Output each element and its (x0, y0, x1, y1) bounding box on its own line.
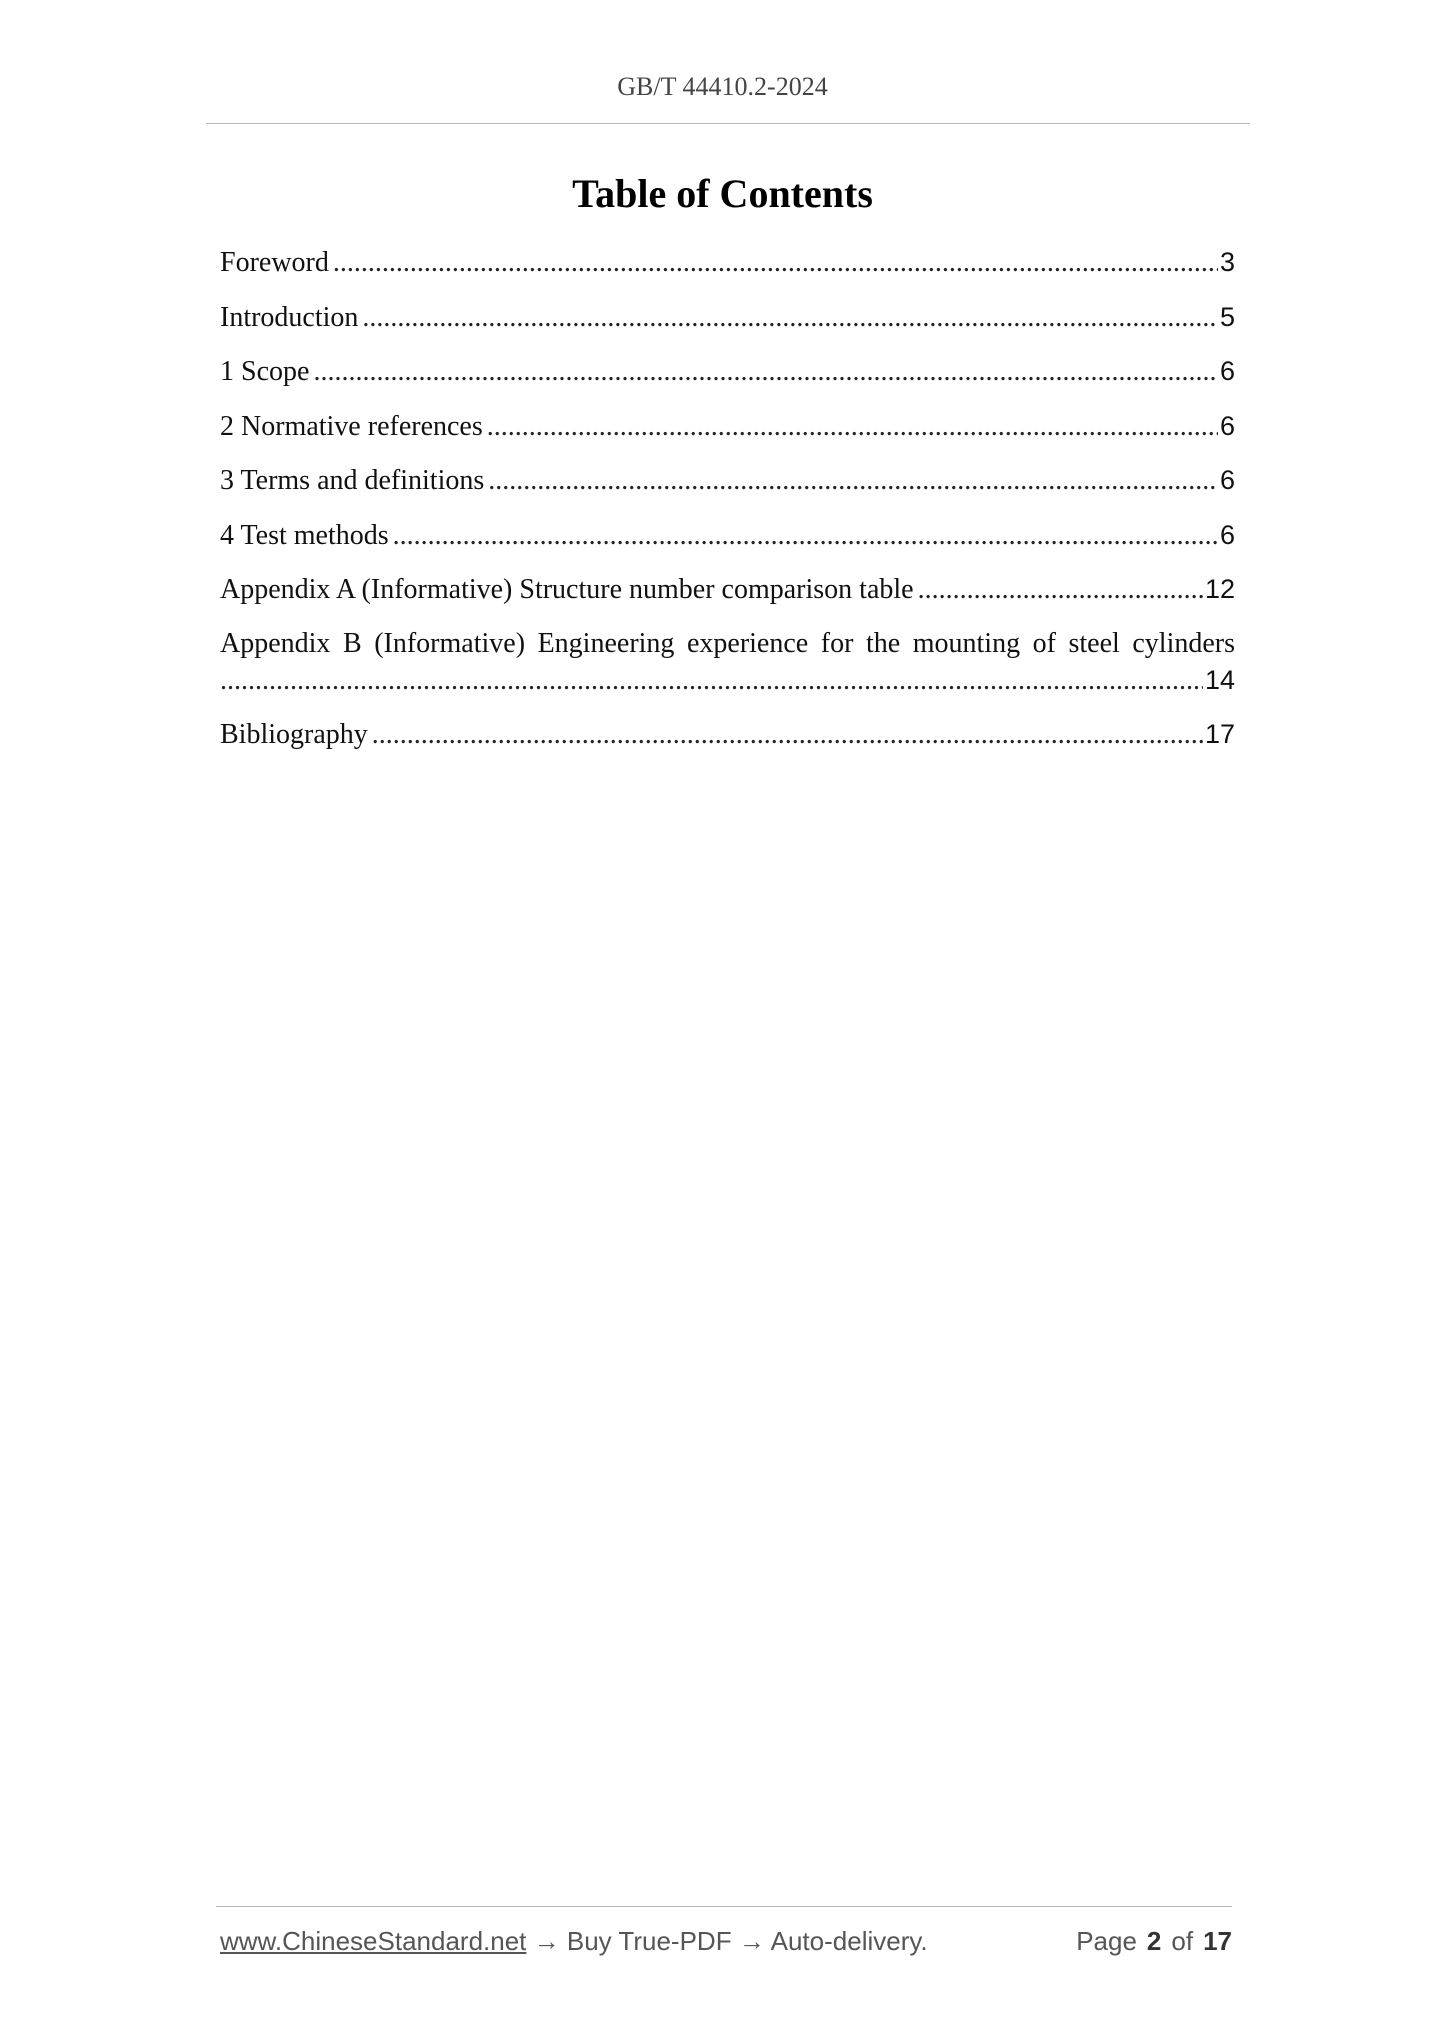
running-header: GB/T 44410.2-2024 (617, 72, 828, 101)
toc-entry-scope[interactable] (220, 354, 1235, 389)
toc-entry-appendix-a[interactable] (220, 572, 1235, 607)
dot-leader (372, 718, 1203, 752)
toc-entry-terms-definitions[interactable] (220, 463, 1235, 498)
site-link[interactable]: www.ChineseStandard.net (220, 1926, 527, 1956)
toc-entry-page: 6 (1219, 356, 1235, 386)
toc-entry-label: Appendix A (Informative) Structure number comparison table (220, 574, 914, 605)
toc-entry-label: 4 Test methods (220, 519, 389, 551)
toc-entry-page: 5 (1219, 301, 1235, 332)
footer-divider (216, 1906, 1232, 1907)
page-total: 17 (1203, 1926, 1232, 1956)
toc-entry-introduction[interactable] (220, 300, 1235, 335)
footer-promo (220, 1926, 928, 1957)
dot-leader (220, 664, 1203, 698)
page-title: Table of Contents (572, 171, 873, 216)
page-current: 2 (1146, 1926, 1162, 1956)
buy-pdf-text: Buy True-PDF (566, 1926, 732, 1956)
toc-entry-page: 14 (1204, 664, 1235, 695)
dot-leader (313, 355, 1218, 389)
toc-entry-label: Foreword (220, 247, 329, 278)
toc-entry-foreword[interactable] (220, 245, 1235, 280)
arrow-right-icon: → (533, 1926, 560, 1956)
dot-leader (487, 410, 1218, 444)
dot-leader (333, 246, 1218, 280)
toc-entry-page: 3 (1219, 247, 1235, 277)
page-word: Page (1076, 1926, 1137, 1956)
toc-entry-page: 17 (1204, 719, 1235, 749)
toc-entry-label: 1 Scope (220, 356, 310, 387)
dot-leader (393, 519, 1218, 553)
page-of: of (1171, 1926, 1194, 1956)
dot-leader (362, 301, 1218, 335)
toc-entry-label: 2 Normative references (220, 410, 483, 442)
toc-entry-label: Bibliography (220, 719, 368, 750)
toc-entry-appendix-b[interactable] (220, 627, 1235, 698)
toc-entry-page: 6 (1219, 519, 1235, 550)
toc-entry-label: Appendix B (Informative) Engineering experience for the mounting of steel cylinders (220, 627, 1235, 659)
page-number (1076, 1926, 1232, 1957)
toc-entry-label: Introduction (220, 301, 359, 333)
toc-entry-test-methods[interactable] (220, 518, 1235, 553)
arrow-right-icon: → (738, 1926, 765, 1956)
toc-entry-page: 6 (1219, 465, 1235, 495)
toc-entry-page: 12 (1204, 574, 1235, 604)
dot-leader (488, 464, 1218, 498)
toc-entry-normative-references[interactable] (220, 409, 1235, 444)
toc-entry-page: 6 (1219, 410, 1235, 441)
header-divider (206, 123, 1250, 124)
toc-entry-bibliography[interactable] (220, 717, 1235, 752)
auto-delivery-text: Auto-delivery. (770, 1926, 928, 1956)
dot-leader (918, 573, 1203, 607)
table-of-contents (220, 245, 1235, 772)
toc-entry-label: 3 Terms and definitions (220, 465, 485, 496)
